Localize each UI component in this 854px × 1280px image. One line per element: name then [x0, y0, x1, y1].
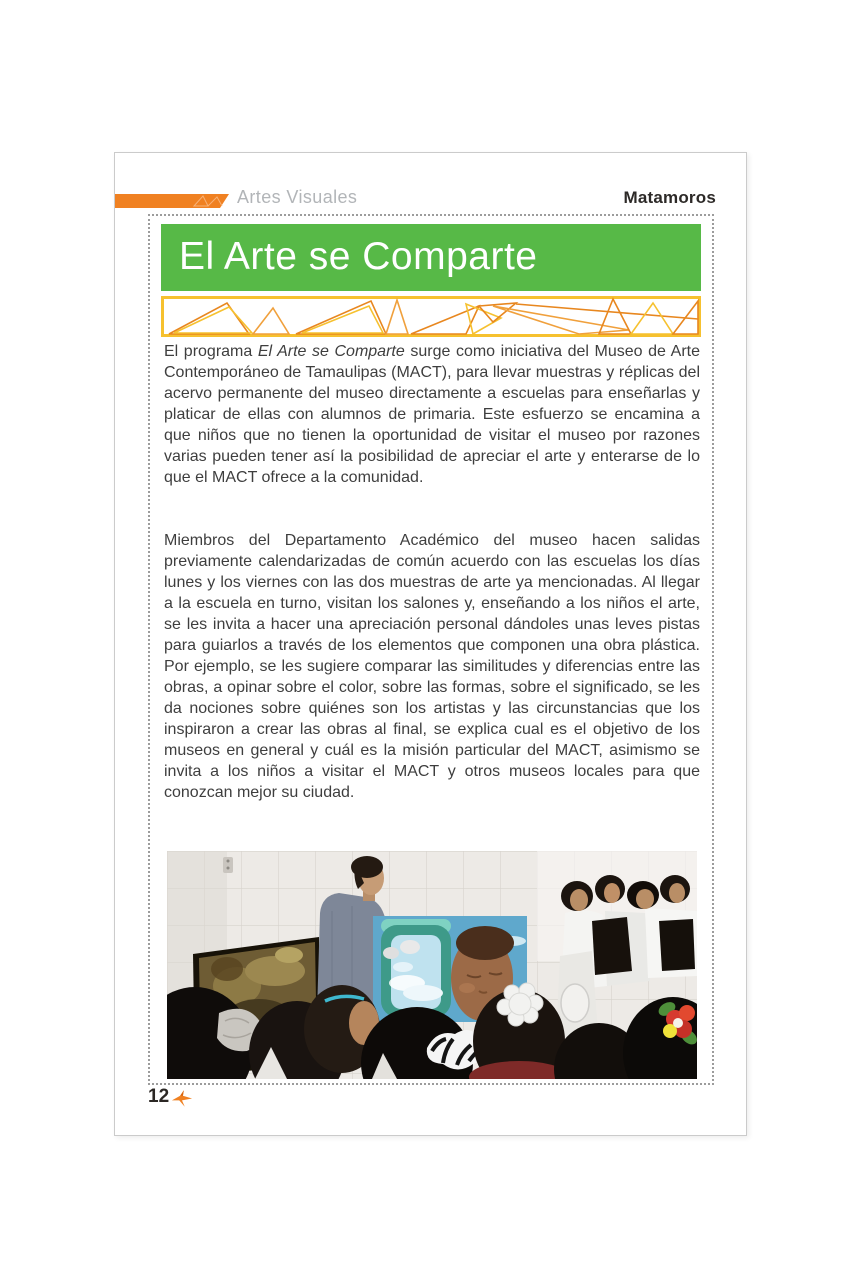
article-dotted-frame: [148, 214, 714, 1085]
paragraph-1-text: El programa: [164, 343, 258, 360]
magazine-page: [114, 152, 747, 1136]
article-paragraph-1: [164, 341, 700, 488]
header-logo-icon: [191, 194, 227, 208]
paragraph-1-program-name: El Arte se Comparte: [257, 343, 405, 360]
paragraph-1-continued: surge como iniciativa del Museo de Arte Contemporáneo de Tamaulipas (MACT), para llevar muestras y réplicas del acervo permanente del museo directamente a escuelas para enseñarlas y platicar de ellas con alumnos de primaria. Este esfuerzo se encamina a que niños que no tienen la oportunidad de visitar el museo por razones varias pueden tener así la posibilidad de apreciar el arte y enterarse de lo que el MACT ofrece a la comunidad.: [164, 343, 700, 486]
triangle-pattern-band: [161, 296, 701, 337]
article-title-banner: El Arte se Comparte: [161, 224, 701, 291]
article-paragraph-2: Miembros del Departamento Académico del museo hacen salidas previamente calendarizadas de común acuerdo con las escuelas los días lunes y los viernes con las dos muestras de arte ya mencionadas. Al llegar a la escuela en turno, visitan los salones y, enseñando a los niños el arte, se les invita a hacer una apreciación personal dándoles unas leves pistas para guiarlos a través de los elementos que componen una obra plástica. Por ejemplo, se les sugiere comparar las similitudes y diferencias entre las obras, a opinar sobre el color, sobre las formas, sobre el significado, se les da nociones sobre quiénes son los artistas y las circunstancias que los inspiraron a crear las obras al final, se explica cual es el objetivo de los museos en general y cuál es la misión particular del MACT, asimismo se invita a los niños a visitar el MACT y otros museos locales para que conozcan mejor su ciudad.: [164, 532, 700, 801]
bird-arrow-icon: [171, 1089, 193, 1108]
location-label: Matamoros: [623, 188, 716, 207]
page-marker: [148, 1086, 193, 1108]
page-number: 12: [148, 1086, 170, 1107]
section-label: Artes Visuales: [237, 187, 358, 207]
classroom-photo: [167, 851, 697, 1079]
